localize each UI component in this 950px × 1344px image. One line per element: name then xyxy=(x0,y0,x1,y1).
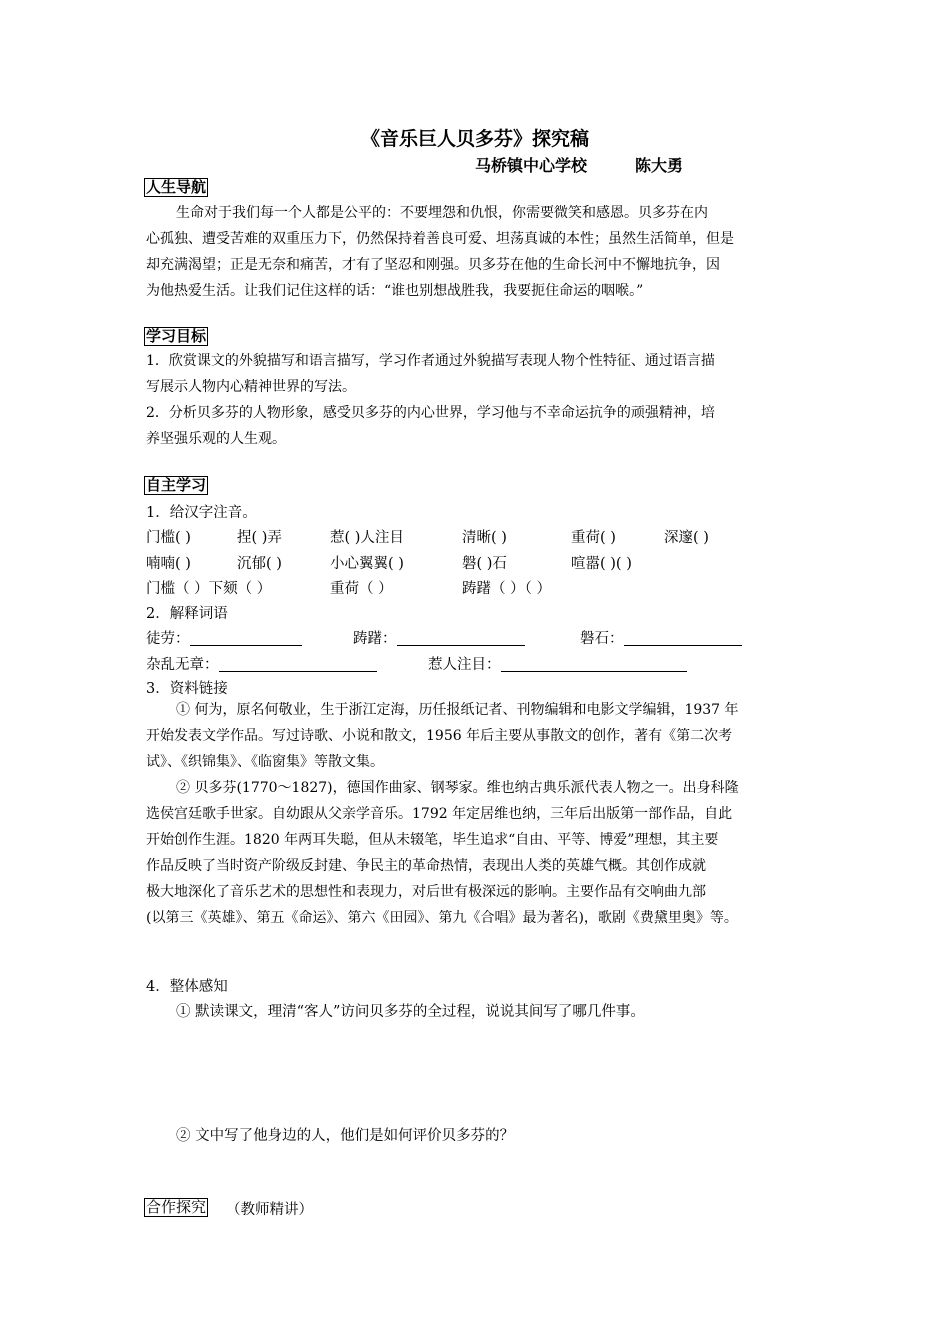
ref-line: 作品反映了当时资产阶级反封建、争民主的革命热情，表现出人类的英雄气概。其创作成就 xyxy=(146,858,706,874)
vocab-term: 惹人注目： xyxy=(428,653,687,674)
goal-line: 1．欣赏课文的外貌描写和语言描写，学习作者通过外貌描写表现人物个性特征、通过语言描 xyxy=(146,353,715,369)
q4-label: 4．整体感知 xyxy=(146,979,228,995)
answer-blank[interactable] xyxy=(190,629,302,646)
q2-label: 2．解释词语 xyxy=(146,606,228,622)
ref-line: ① 何为，原名何敬业，生于浙江定海，历任报纸记者、刊物编辑和电影文学编辑，1937 年 xyxy=(176,702,739,718)
section-heading-goals: 学习目标 xyxy=(146,327,207,345)
pinyin-item: 惹( )人注目 xyxy=(330,530,404,546)
ref-line: 试》、《织锦集》、《临窗集》等散文集。 xyxy=(146,754,384,770)
pinyin-item: 磐( )石 xyxy=(462,556,507,572)
pinyin-item: 喃喃( ) xyxy=(146,556,191,572)
author-name: 陈大勇 xyxy=(635,156,684,175)
answer-blank[interactable] xyxy=(219,655,377,672)
vocab-term: 杂乱无章： xyxy=(146,653,377,674)
section-heading-coop: 合作探究 xyxy=(146,1198,207,1216)
page-title: 《音乐巨人贝多芬》探究稿 xyxy=(360,128,589,150)
ref-line: 极大地深化了音乐艺术的思想性和表现力，对后世有极深远的影响。主要作品有交响曲九部 xyxy=(146,884,706,900)
pinyin-item: 重荷（ ） xyxy=(330,581,393,597)
pinyin-item: 深邃( ) xyxy=(664,530,709,546)
q3-label: 3．资料链接 xyxy=(146,681,228,697)
coop-note: （教师精讲） xyxy=(226,1202,313,1218)
pinyin-item: 清晰( ) xyxy=(462,530,507,546)
reference-2 xyxy=(146,775,810,931)
answer-blank[interactable] xyxy=(501,655,687,672)
life-line: 为他热爱生活。让我们记住这样的话：“谁也别想战胜我，我要扼住命运的咽喉。” xyxy=(146,283,644,299)
goals-list xyxy=(146,348,810,452)
vocab-term: 磐石： xyxy=(580,627,742,648)
q4-item-2: ② 文中写了他身边的人，他们是如何评价贝多芬的？ xyxy=(176,1128,515,1144)
reference-1 xyxy=(146,697,810,775)
section-heading-self: 自主学习 xyxy=(146,476,207,494)
life-paragraph xyxy=(146,200,810,304)
q4-item-1: ① 默读课文，理清“客人”访问贝多芬的全过程，说说其间写了哪几件事。 xyxy=(176,1004,645,1020)
ref-line: ② 贝多芬(1770～1827)，德国作曲家、钢琴家。维也纳古典乐派代表人物之一。出身科隆 xyxy=(176,780,739,796)
vocab-term: 徒劳： xyxy=(146,627,302,648)
q1-label: 1．给汉字注音。 xyxy=(146,505,257,521)
pinyin-item: 捏( )弄 xyxy=(237,530,282,546)
ref-line: 开始发表文学作品。写过诗歌、小说和散文，1956 年后主要从事散文的创作，著有《第二次考 xyxy=(146,728,733,744)
pinyin-item: 踌躇（ ）（ ） xyxy=(462,581,551,597)
answer-blank[interactable] xyxy=(624,629,742,646)
answer-blank[interactable] xyxy=(397,629,525,646)
pinyin-item: 重荷( ) xyxy=(571,530,616,546)
pinyin-item: 沉郁( ) xyxy=(237,556,282,572)
goal-line: 写展示人物内心精神世界的写法。 xyxy=(146,379,356,395)
pinyin-item: 门槛( ) xyxy=(146,530,191,546)
ref-line: (以第三《英雄》、第五《命运》、第六《田园》、第九《合唱》最为著名)，歌剧《费黛里奥》等。 xyxy=(146,910,738,926)
vocab-term: 踌躇： xyxy=(353,627,525,648)
pinyin-item: 喧嚣( )( ) xyxy=(571,556,632,572)
goal-line: 2．分析贝多芬的人物形象，感受贝多芬的内心世界，学习他与不幸命运抗争的顽强精神，培 xyxy=(146,405,715,421)
section-heading-life: 人生导航 xyxy=(146,178,207,196)
pinyin-item: 小心翼翼( ) xyxy=(330,556,404,572)
life-line: 生命对于我们每一个人都是公平的：不要埋怨和仇恨，你需要微笑和感恩。贝多芬在内 xyxy=(176,205,708,221)
goal-line: 养坚强乐观的人生观。 xyxy=(146,431,286,447)
school-name: 马桥镇中心学校 xyxy=(475,156,588,175)
ref-line: 选侯宫廷歌手世家。自幼跟从父亲学音乐。1792 年定居维也纳，三年后出版第一部作品，自此 xyxy=(146,806,733,822)
subtitle xyxy=(475,153,683,176)
life-line: 心孤独、遭受苦难的双重压力下，仍然保持着善良可爱、坦荡真诚的本性；虽然生活简单，但是 xyxy=(146,231,734,247)
pinyin-item: 门槛（ ）下颏（ ） xyxy=(146,581,272,597)
life-line: 却充满渴望；正是无奈和痛苦，才有了坚忍和刚强。贝多芬在他的生命长河中不懈地抗争，因 xyxy=(146,257,720,273)
ref-line: 开始创作生涯。1820 年两耳失聪，但从未辍笔，毕生追求“自由、平等、博爱”理想，其主要 xyxy=(146,832,719,848)
